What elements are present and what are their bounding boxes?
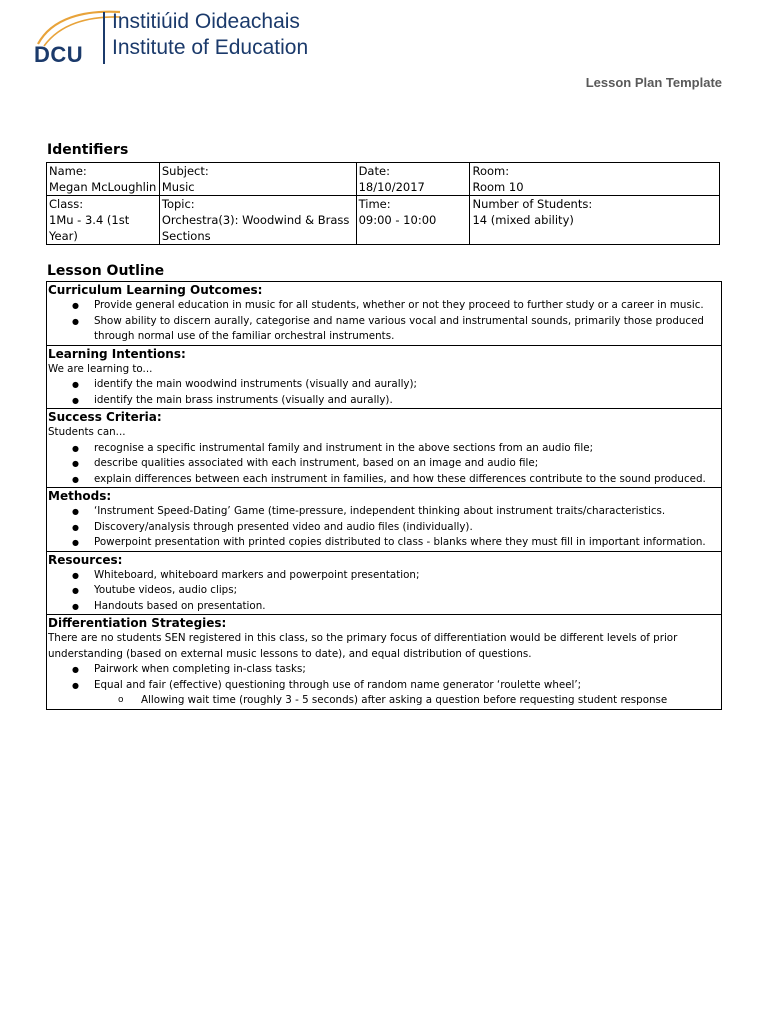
identifier-cell-class <box>47 196 160 245</box>
list-item-text: recognise a specific instrumental family and instrument in the above sections from an audio file; <box>94 441 594 454</box>
bullet-list <box>48 568 719 615</box>
list-item-text: Allowing wait time (roughly 3 - 5 seconds) after asking a question before requesting student response <box>141 694 668 706</box>
list-item <box>48 504 719 520</box>
block-title: Methods: <box>48 489 112 503</box>
list-item <box>48 377 719 393</box>
list-item-text: ‘Instrument Speed-Dating’ Game (time-pressure, independent thinking about instrument traits/characteristics. <box>94 505 666 517</box>
list-item <box>48 472 719 488</box>
list-item <box>48 568 719 584</box>
bullet-icon: ● <box>72 474 79 484</box>
template-title: Lesson Plan Template <box>585 75 722 90</box>
list-item-text: Youtube videos, audio clips; <box>94 584 238 596</box>
list-item <box>48 662 719 678</box>
list-item <box>48 393 719 409</box>
list-item-text: Show ability to discern aurally, categorise and name various vocal and instrumental sounds, primarily those produced through normal use of the familiar orchestral instruments. <box>94 314 704 342</box>
identifier-cell-topic <box>159 196 356 245</box>
sub-bullet-icon: o <box>118 695 124 705</box>
cell-value: Orchestra(3): Woodwind & Brass Sections <box>161 213 350 243</box>
cell-label: Number of Students: <box>472 197 593 211</box>
identifier-cell-room <box>470 163 720 196</box>
bullet-icon: ● <box>72 301 79 310</box>
bullet-icon: ● <box>72 586 79 595</box>
identifiers-table <box>46 162 720 245</box>
bullet-icon: ● <box>72 570 79 580</box>
block-intro: Students can... <box>48 426 126 438</box>
cell-label: Time: <box>358 197 391 211</box>
table-row <box>47 196 720 245</box>
list-item-text: describe qualities associated with each instrument, based on an image and audio file; <box>94 457 539 469</box>
cell-value: 14 (mixed ability) <box>472 213 574 227</box>
bullet-icon: ● <box>72 538 79 547</box>
methods-block <box>47 488 721 552</box>
cell-label: Topic: <box>161 197 195 211</box>
sub-list-item <box>48 693 719 709</box>
table-row <box>47 163 720 196</box>
cell-value: 09:00 - 10:00 <box>358 213 437 227</box>
bullet-list <box>48 662 719 709</box>
bullet-list <box>48 298 719 345</box>
list-item-text: identify the main brass instruments (visually and aurally). <box>94 393 393 406</box>
list-item-text: Powerpoint presentation with printed copies distributed to class - blanks where they must fill in important information. <box>94 536 706 548</box>
cell-label: Subject: <box>161 164 209 178</box>
lesson-outline-box <box>46 281 722 710</box>
list-item <box>48 441 719 457</box>
logo-line-english: Institute of Education <box>112 36 309 59</box>
block-title: Curriculum Learning Outcomes: <box>48 283 263 297</box>
list-item-text: Equal and fair (effective) questioning through use of random name generator ‘roulette wheel’; <box>94 678 582 691</box>
block-title: Resources: <box>48 552 123 567</box>
bullet-list <box>48 441 719 488</box>
bullet-icon: ● <box>72 395 79 405</box>
bullet-list <box>48 504 719 551</box>
block-intro: There are no students SEN registered in this class, so the primary focus of differentiation would be different levels of prior understanding (based on external music lessons to date), and equal distribution of questions. <box>48 632 678 660</box>
block-title: Learning Intentions: <box>48 346 186 361</box>
identifier-cell-subject <box>159 163 356 196</box>
list-item <box>48 298 719 314</box>
logo-line-irish: Institiúid Oideachais <box>112 10 300 33</box>
cell-value: Room 10 <box>472 180 524 194</box>
logo-mark: DCU <box>34 42 84 67</box>
block-title: Success Criteria: <box>48 410 162 424</box>
bullet-list <box>48 377 719 408</box>
cell-value: 18/10/2017 <box>358 180 425 194</box>
cell-label: Room: <box>472 164 510 178</box>
identifiers-heading: Identifiers <box>47 142 129 158</box>
list-item <box>48 535 719 551</box>
bullet-icon: ● <box>72 665 79 674</box>
bullet-icon: ● <box>72 459 79 468</box>
cell-label: Class: <box>49 197 84 211</box>
list-item <box>48 314 719 345</box>
identifier-cell-name <box>47 163 160 196</box>
block-title: Differentiation Strategies: <box>48 616 227 630</box>
success-criteria-block <box>47 409 721 488</box>
list-item-text: Discovery/analysis through presented video and audio files (individually). <box>94 520 473 533</box>
bullet-icon: ● <box>72 601 79 611</box>
cell-label: Date: <box>358 164 390 178</box>
curriculum-outcomes-block <box>47 282 721 346</box>
block-intro: We are learning to... <box>48 362 153 375</box>
list-item <box>48 678 719 694</box>
identifier-cell-students <box>470 196 720 245</box>
list-item <box>48 456 719 472</box>
learning-intentions-block <box>47 346 721 410</box>
list-item <box>48 520 719 536</box>
bullet-icon: ● <box>72 507 79 516</box>
differentiation-block <box>47 615 721 709</box>
list-item <box>48 583 719 599</box>
list-item-text: explain differences between each instrument in families, and how these differences contribute to the sound produced. <box>94 472 706 485</box>
lesson-outline-heading: Lesson Outline <box>47 263 165 279</box>
cell-value: Megan McLoughlin <box>49 180 157 194</box>
bullet-icon: ● <box>72 316 79 326</box>
bullet-icon: ● <box>72 380 79 389</box>
resources-block <box>47 552 721 616</box>
dcu-logo <box>30 8 330 68</box>
logo-divider <box>103 12 105 64</box>
identifier-cell-time <box>356 196 470 245</box>
list-item <box>48 599 719 615</box>
bullet-icon: ● <box>72 522 79 532</box>
list-item-text: Handouts based on presentation. <box>94 599 266 612</box>
list-item-text: Provide general education in music for all students, whether or not they proceed to further study or a career in music. <box>94 299 704 311</box>
identifier-cell-date <box>356 163 470 196</box>
cell-label: Name: <box>49 164 87 178</box>
cell-value: 1Mu - 3.4 (1st Year) <box>49 213 130 243</box>
list-item-text: identify the main woodwind instruments (visually and aurally); <box>94 378 418 390</box>
bullet-icon: ● <box>72 680 79 690</box>
list-item-text: Pairwork when completing in-class tasks; <box>94 663 306 675</box>
cell-value: Music <box>161 180 195 194</box>
list-item-text: Whiteboard, whiteboard markers and powerpoint presentation; <box>94 568 420 581</box>
bullet-icon: ● <box>72 443 79 453</box>
